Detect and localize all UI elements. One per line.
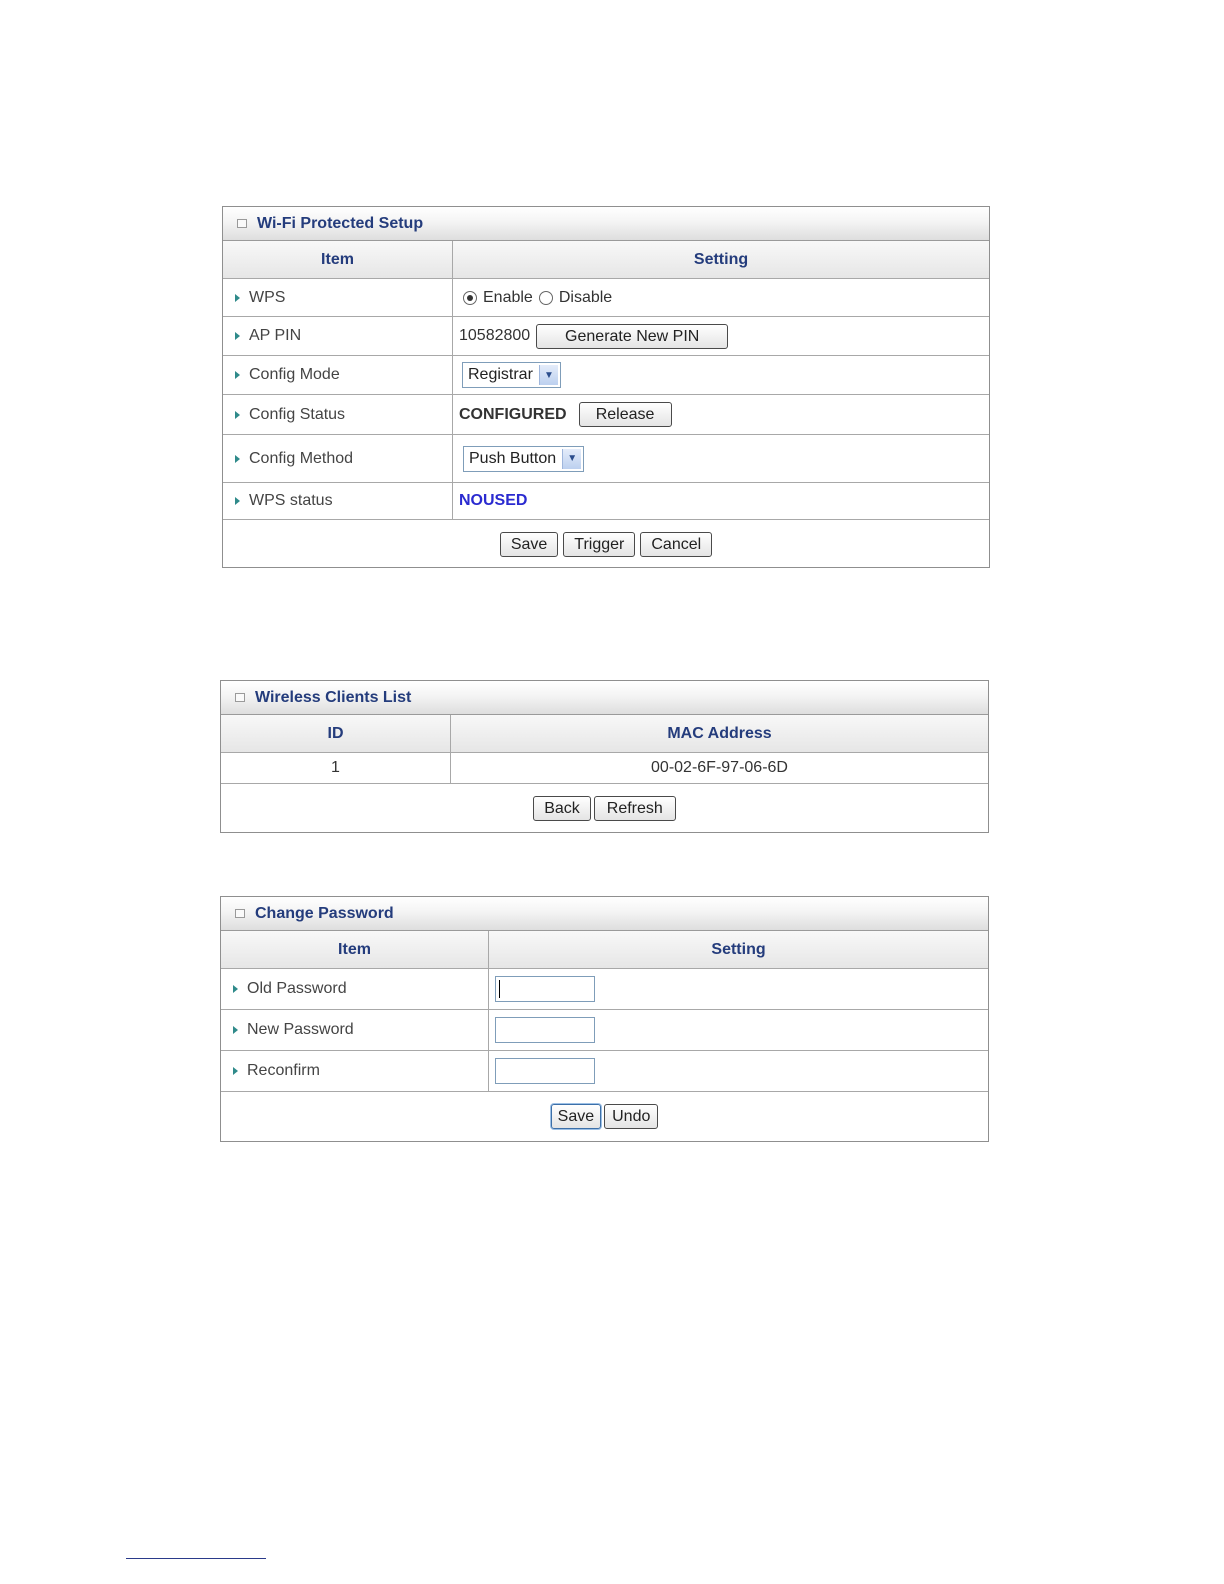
- wps-label: WPS: [249, 288, 286, 306]
- arrow-right-icon: [235, 371, 240, 379]
- wps-panel-title: Wi-Fi Protected Setup: [257, 214, 424, 232]
- old-password-label: Old Password: [247, 980, 347, 997]
- password-footer: [221, 1092, 988, 1140]
- wps-header-row: [223, 241, 989, 279]
- col-item-header: Item: [221, 931, 489, 968]
- undo-button[interactable]: Undo: [604, 1104, 658, 1129]
- radio-selected-dot: [467, 295, 473, 301]
- wps-disable-radio[interactable]: [539, 291, 553, 305]
- col-item-header: Item: [223, 241, 453, 278]
- clients-header-row: [221, 715, 988, 753]
- arrow-right-icon: [235, 332, 240, 340]
- col-setting-header: Setting: [693, 250, 749, 268]
- client-id: 1: [221, 753, 451, 783]
- new-password-row: [221, 1010, 988, 1051]
- clients-footer: [221, 784, 988, 832]
- refresh-button[interactable]: Refresh: [594, 796, 676, 821]
- wps-row: [223, 279, 989, 317]
- config-mode-select[interactable]: [462, 362, 561, 388]
- wps-disable-label[interactable]: Disable: [558, 288, 613, 306]
- panel-square-icon: [235, 909, 245, 918]
- wps-enable-label[interactable]: Enable: [483, 288, 533, 306]
- generate-new-pin-button[interactable]: Generate New PIN: [536, 324, 728, 349]
- panel-square-icon: [237, 219, 247, 228]
- config-method-value: Push Button: [469, 449, 557, 467]
- config-mode-label: Config Mode: [249, 366, 340, 383]
- old-password-row: [221, 969, 988, 1010]
- arrow-right-icon: [235, 294, 240, 302]
- old-password-input[interactable]: [495, 976, 595, 1002]
- footnote-rule: [126, 1558, 266, 1559]
- table-row: [221, 753, 988, 784]
- reconfirm-input[interactable]: [495, 1058, 595, 1084]
- arrow-right-icon: [235, 455, 240, 463]
- wps-panel-header: [223, 207, 989, 241]
- config-method-row: [223, 435, 989, 483]
- clients-panel: [220, 680, 989, 833]
- arrow-right-icon: [235, 411, 240, 419]
- clients-panel-title: Wireless Clients List: [255, 688, 412, 706]
- panel-square-icon: [235, 693, 245, 702]
- release-button[interactable]: Release: [579, 402, 672, 427]
- config-status-label: Config Status: [249, 405, 346, 423]
- config-method-label: Config Method: [249, 449, 354, 467]
- text-caret: [499, 980, 500, 998]
- arrow-right-icon: [233, 1067, 238, 1075]
- config-method-select[interactable]: [463, 446, 584, 472]
- ap-pin-label: AP PIN: [249, 327, 302, 344]
- client-mac: 00-02-6F-97-06-6D: [651, 759, 788, 776]
- save-button[interactable]: Save: [500, 532, 558, 557]
- wps-footer: [223, 520, 989, 568]
- wps-status-value: NOUSED: [459, 492, 528, 509]
- config-status-value: CONFIGURED: [459, 405, 567, 423]
- password-panel-title: Change Password: [255, 904, 394, 922]
- back-button[interactable]: Back: [533, 796, 591, 821]
- wps-panel: [222, 206, 990, 568]
- ap-pin-row: [223, 317, 989, 356]
- new-password-label: New Password: [247, 1021, 354, 1038]
- arrow-right-icon: [235, 497, 240, 505]
- col-mac-header: MAC Address: [667, 724, 772, 742]
- arrow-right-icon: [233, 985, 238, 993]
- wps-enable-radio[interactable]: [463, 291, 477, 305]
- reconfirm-row: [221, 1051, 988, 1092]
- config-mode-row: [223, 356, 989, 395]
- chevron-down-icon[interactable]: ▼: [539, 365, 558, 385]
- col-setting-header: Setting: [711, 940, 766, 958]
- clients-panel-header: [221, 681, 988, 715]
- save-button[interactable]: Save: [551, 1104, 601, 1129]
- wps-status-label: WPS status: [249, 492, 333, 509]
- chevron-down-icon[interactable]: ▼: [562, 449, 581, 469]
- new-password-input[interactable]: [495, 1017, 595, 1043]
- ap-pin-value: 10582800: [459, 327, 531, 344]
- cancel-button[interactable]: Cancel: [640, 532, 712, 557]
- arrow-right-icon: [233, 1026, 238, 1034]
- password-header-row: [221, 931, 988, 969]
- password-panel-header: [221, 897, 988, 931]
- password-panel: [220, 896, 989, 1142]
- config-mode-value: Registrar: [468, 366, 533, 383]
- col-id-header: ID: [221, 715, 451, 752]
- reconfirm-label: Reconfirm: [247, 1062, 320, 1079]
- trigger-button[interactable]: Trigger: [563, 532, 635, 557]
- wps-status-row: [223, 483, 989, 520]
- config-status-row: [223, 395, 989, 435]
